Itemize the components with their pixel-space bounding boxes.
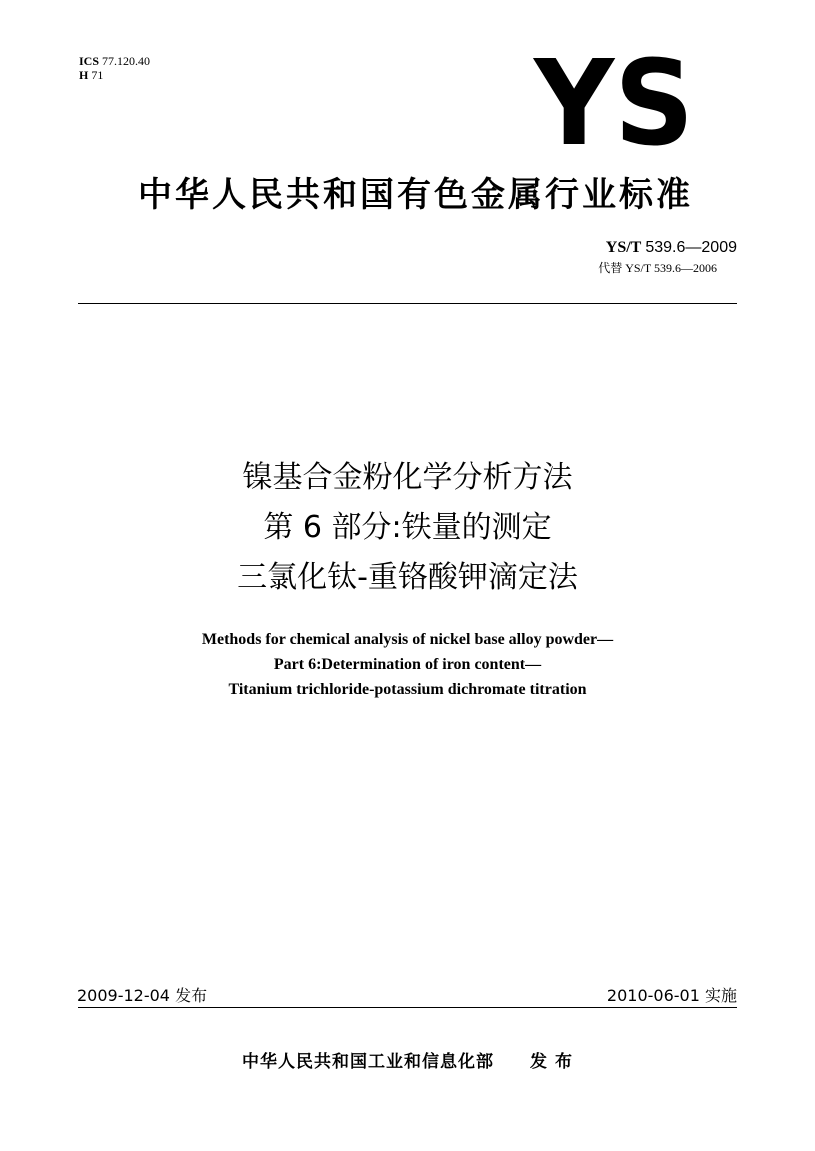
issuer <box>0 1047 815 1072</box>
issue-date: 2009-12-04 发布 <box>77 986 208 1005</box>
ics-code: ICS 77.120.40 <box>79 54 151 68</box>
standard-code: 539.6—2009 <box>645 239 737 256</box>
issuer-name: 中华人民共和国工业和信息化部 <box>242 1052 495 1072</box>
ys-logo-text: YS <box>532 52 694 148</box>
english-title-line-3: Titanium trichloride-potassium dichromate titration <box>228 681 587 698</box>
footer-divider <box>78 1007 737 1008</box>
issuer-action: 发 布 <box>530 1052 573 1072</box>
chinese-title-line-1: 镍基合金粉化学分析方法 <box>242 460 573 495</box>
ccs-code: H 71 <box>79 68 104 82</box>
standard-number <box>606 239 737 257</box>
replaces-standard: 代替 YS/T 539.6—2006 <box>598 261 717 275</box>
standard-prefix: YS/T <box>605 239 642 256</box>
english-title-line-2: Part 6:Determination of iron content— <box>273 656 542 673</box>
header-divider <box>78 303 737 304</box>
chinese-title-line-2: 第 6 部分:铁量的测定 <box>263 510 552 545</box>
ys-logo <box>532 52 697 148</box>
english-title-line-1: Methods for chemical analysis of nickel base alloy powder— <box>201 631 614 648</box>
classification-codes <box>79 54 150 82</box>
industry-standard-title: 中华人民共和国有色金属行业标准 <box>138 175 693 215</box>
implementation-date: 2010-06-01 实施 <box>606 986 737 1005</box>
chinese-title-line-3: 三氯化钛-重铬酸钾滴定法 <box>237 560 578 595</box>
